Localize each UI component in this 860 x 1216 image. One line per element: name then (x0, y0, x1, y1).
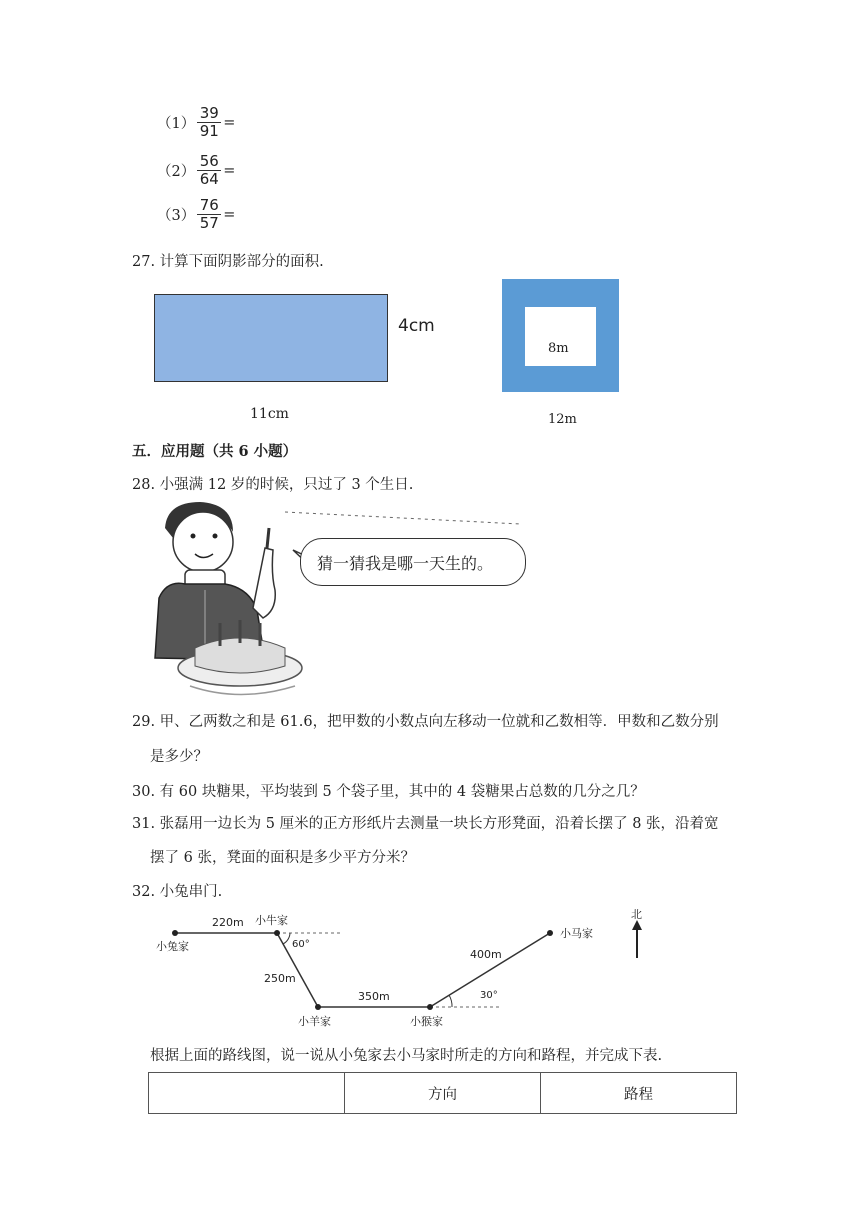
question-27 (132, 250, 324, 271)
question-30 (132, 780, 645, 801)
table-header-cell (149, 1073, 345, 1114)
question-number: 28. (132, 477, 156, 493)
fraction-item-3 (157, 197, 235, 232)
denominator: 57 (199, 214, 219, 232)
q32-instruction: 根据上面的路线图，说一说从小兔家去小马家时所走的方向和路程，并完成下表. (150, 1048, 663, 1064)
numerator: 39 (199, 104, 219, 122)
question-number: 30. (132, 784, 156, 800)
cow-house-label: 小牛家 (255, 914, 288, 927)
inner-square (525, 307, 596, 366)
bubble-text: 猜一猜我是哪一天生的。 (317, 554, 494, 573)
question-29 (132, 710, 719, 731)
question-text: 计算下面阴影部分的面积. (159, 254, 324, 270)
shaded-rectangle (154, 294, 388, 382)
table-header-row (149, 1073, 737, 1114)
question-32 (132, 880, 222, 901)
question-text-line1: 张磊用一边长为 5 厘米的正方形纸片去测量一块长方形凳面，沿着长摆了 8 张，沿着宽 (159, 816, 719, 832)
rect-height-label: 4cm (398, 316, 435, 336)
angle-60: 60° (292, 939, 310, 950)
item-label: （1） (157, 116, 196, 132)
denominator: 64 (199, 170, 219, 188)
monkey-house-label: 小猴家 (410, 1015, 443, 1028)
distance-220: 220m (212, 916, 244, 929)
question-31 (132, 812, 719, 833)
rect-width-label: 11cm (250, 406, 289, 422)
answer-table (148, 1072, 737, 1114)
fraction (197, 197, 221, 232)
denominator: 91 (199, 122, 219, 140)
question-text: 有 60 块糖果，平均装到 5 个袋子里，其中的 4 袋糖果占总数的几分之几？ (159, 784, 645, 800)
equals-sign: = (223, 206, 236, 223)
question-number: 31. (132, 816, 156, 832)
table-header-direction: 方向 (345, 1073, 541, 1114)
equals-sign: = (223, 162, 236, 179)
distance-400: 400m (470, 948, 502, 961)
fraction (197, 105, 221, 140)
question-29-line2: 是多少？ (150, 749, 208, 765)
question-text: 小强满 12 岁的时候，只过了 3 个生日. (159, 477, 414, 493)
fraction-item-1 (157, 105, 235, 140)
question-number: 29. (132, 714, 156, 730)
item-label: （2） (157, 164, 196, 180)
horse-house-label: 小马家 (560, 927, 593, 940)
numerator: 76 (199, 196, 219, 214)
angle-30: 30° (480, 990, 498, 1001)
fraction-item-2 (157, 153, 235, 188)
numerator: 56 (199, 152, 219, 170)
question-31-line2: 摆了 6 张，凳面的面积是多少平方分米？ (150, 850, 415, 866)
table-header-distance: 路程 (541, 1073, 737, 1114)
inner-square-label: 8m (548, 341, 569, 356)
section-title: 五．应用题（共 6 小题） (132, 443, 298, 460)
question-text: 小兔串门. (159, 884, 223, 900)
sheep-house-label: 小羊家 (298, 1015, 331, 1028)
question-number: 32. (132, 884, 156, 900)
item-label: （3） (157, 208, 196, 224)
question-number: 27. (132, 254, 156, 270)
question-text-line1: 甲、乙两数之和是 61.6，把甲数的小数点向左移动一位就和乙数相等．甲数和乙数分别 (159, 714, 719, 730)
north-label: 北 (631, 908, 642, 921)
distance-350: 350m (358, 990, 390, 1003)
outer-square-label: 12m (548, 412, 577, 427)
fraction (197, 153, 221, 188)
distance-250: 250m (264, 972, 296, 985)
question-28 (132, 473, 413, 494)
speech-bubble (300, 538, 526, 586)
route-map (140, 900, 660, 1035)
equals-sign: = (223, 114, 236, 131)
boy-illustration (145, 498, 530, 698)
rabbit-house-label: 小兔家 (156, 940, 189, 953)
